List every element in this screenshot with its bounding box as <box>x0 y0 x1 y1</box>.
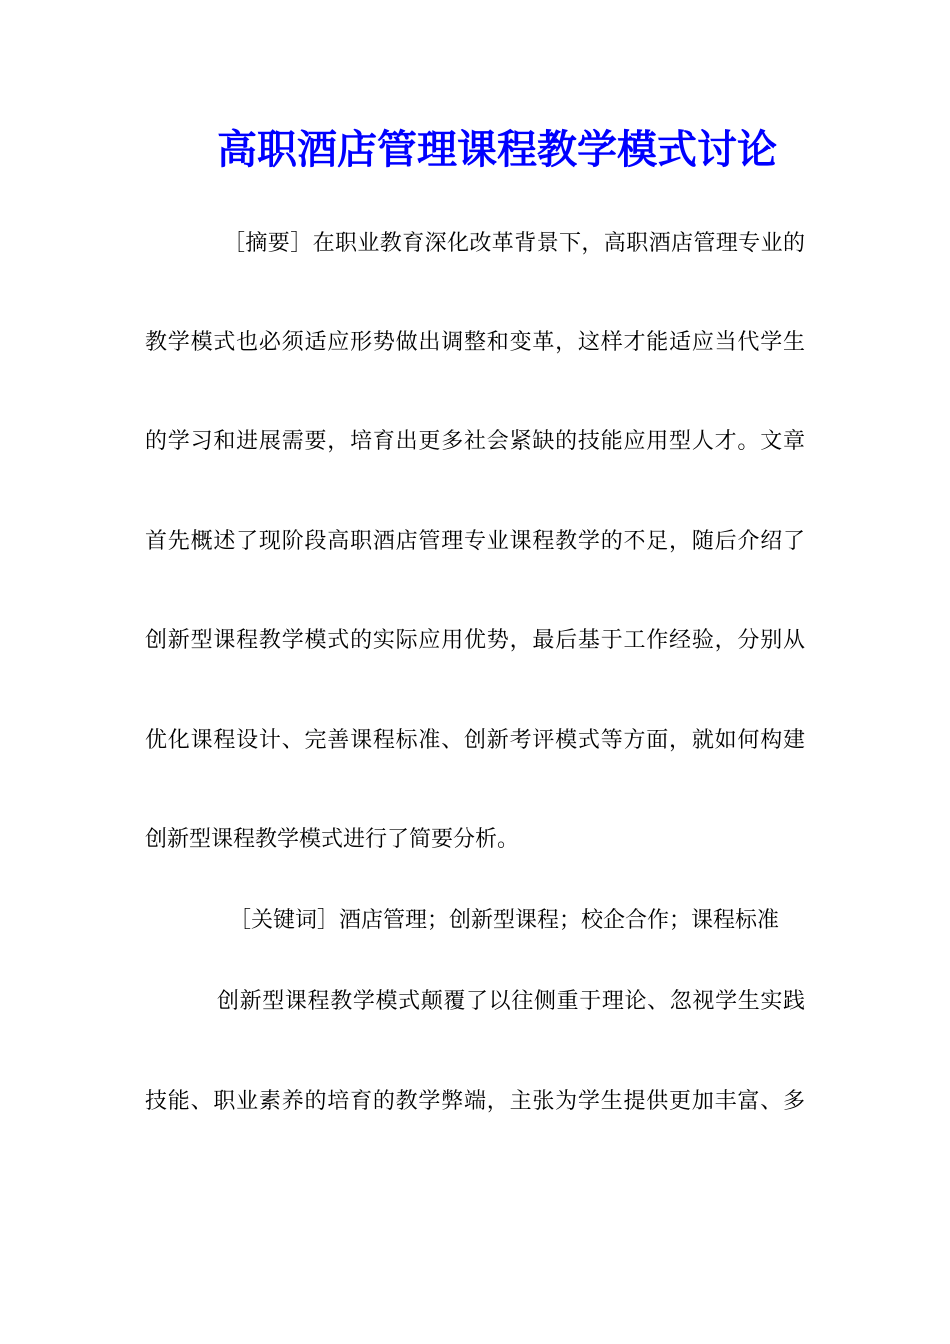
abstract-line: ［摘要］在职业教育深化改革背景下，高职酒店管理专业的 <box>223 231 805 256</box>
abstract-line: 教学模式也必须适应形势做出调整和变革，这样才能适应当代学生 <box>145 330 805 355</box>
abstract-line: 的学习和进展需要，培育出更多社会紧缺的技能应用型人才。文章 <box>145 429 805 454</box>
body-line: 创新型课程教学模式颠覆了以往侧重于理论、忽视学生实践 <box>217 989 805 1014</box>
document-title: 高职酒店管理课程教学模式讨论 <box>217 126 777 173</box>
abstract-line: 优化课程设计、完善课程标准、创新考评模式等方面，就如何构建 <box>145 728 805 753</box>
abstract-line: 首先概述了现阶段高职酒店管理专业课程教学的不足，随后介绍了 <box>145 529 805 554</box>
body-line: 技能、职业素养的培育的教学弊端，主张为学生提供更加丰富、多 <box>145 1089 805 1114</box>
abstract-line: 创新型课程教学模式的实际应用优势，最后基于工作经验，分别从 <box>145 628 805 653</box>
abstract-line: 创新型课程教学模式进行了简要分析。 <box>145 827 520 852</box>
keywords: ［关键词］酒店管理；创新型课程；校企合作；课程标准 <box>229 908 780 933</box>
